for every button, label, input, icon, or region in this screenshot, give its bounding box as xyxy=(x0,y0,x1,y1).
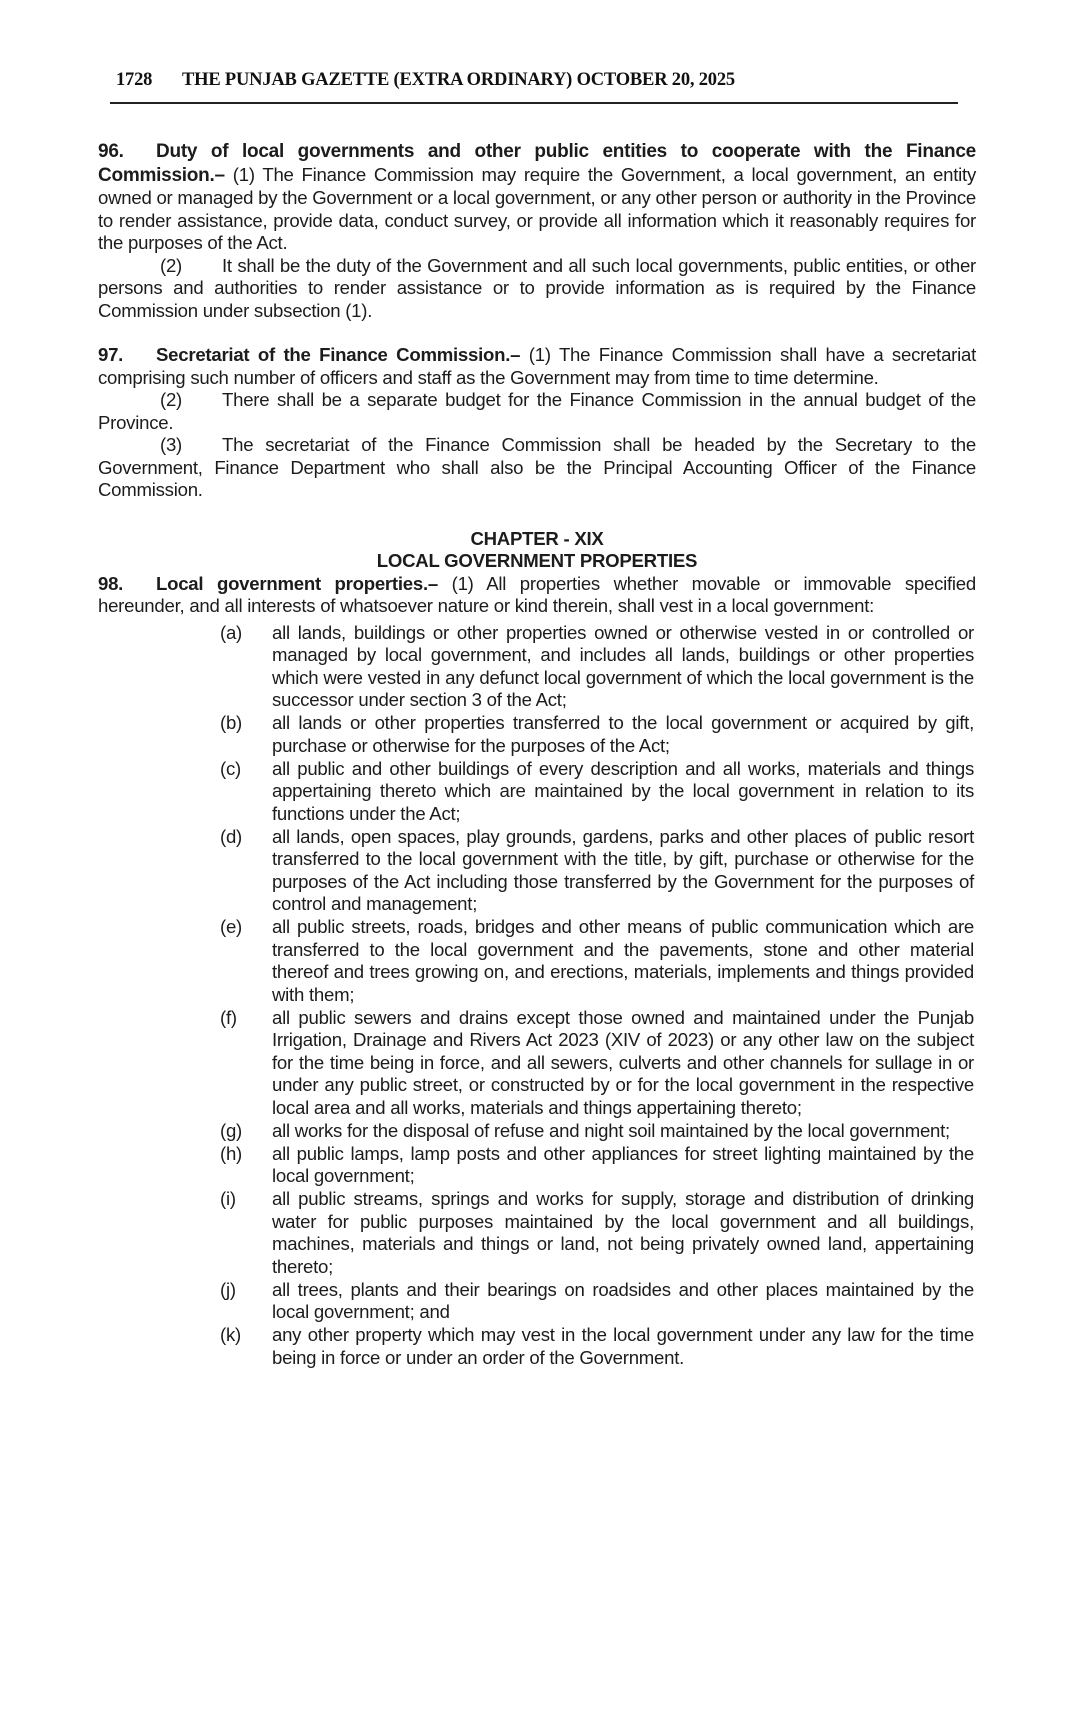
section-title: Secretariat of the Finance Commission.– xyxy=(156,344,521,365)
clause-label: (c) xyxy=(220,757,241,779)
subsection-number: (2) xyxy=(160,254,182,276)
chapter-heading xyxy=(98,528,976,573)
header-rule xyxy=(110,102,958,104)
clause-label: (h) xyxy=(220,1142,242,1164)
clause-text: any other property which may vest in the local government under any law for the time being in force or under an order of the Government. xyxy=(272,1324,974,1368)
clause-item xyxy=(98,1324,976,1369)
section-number: 97. xyxy=(98,344,124,365)
clause-label: (a) xyxy=(220,621,242,643)
subsection-text: (1) The Finance Commission shall have a secretariat comprising such number of officers and staff as the Government may from time to time determine. xyxy=(98,344,976,388)
chapter-title: LOCAL GOVERNMENT PROPERTIES xyxy=(376,550,698,571)
clause-item xyxy=(98,712,976,757)
subsection-text: There shall be a separate budget for the Finance Commission in the annual budget of the Province. xyxy=(98,389,976,433)
clause-item xyxy=(98,1188,976,1278)
clause-label: (d) xyxy=(220,825,242,847)
page-number: 1728 xyxy=(116,70,153,90)
subsection-text: (1) All properties whether movable or immovable specified hereunder, and all interests of whatsoever nature or kind therein, shall vest in a local government: xyxy=(98,572,976,616)
subsection-text: It shall be the duty of the Government and all such local governments, public entities, or other persons and authorities to render assistance or to provide information as is required by the Finance Commission under subsection (1). xyxy=(98,254,976,321)
clause-item xyxy=(98,622,976,712)
clause-item xyxy=(98,826,976,916)
clause-item xyxy=(98,1279,976,1324)
clause-text: all public streets, roads, bridges and other means of public communication which are transferred to the local government and the pavements, stone and other material thereof and trees growing on, and erections, materials, implements and things provided with them; xyxy=(272,916,974,1005)
gazette-title: THE PUNJAB GAZETTE (EXTRA ORDINARY) OCTOBER 20, 2025 xyxy=(182,70,735,90)
clause-text: all public lamps, lamp posts and other appliances for street lighting maintained by the local government; xyxy=(272,1142,974,1186)
clause-text: all public sewers and drains except those owned and maintained under the Punjab Irrigation, Drainage and Rivers Act 2023 (XIV of 2023) or any other law on the subject for the time being in force, and all sewers, culverts and other channels for sullage in or under any public street, or constructed by or for the local government in the respective local area and all works, materials and things appertaining thereto; xyxy=(272,1006,974,1118)
section-97-para-2 xyxy=(98,389,976,434)
section-title: Duty of local governments and other public entities to cooperate with the Finance Commission.– xyxy=(98,141,976,186)
clause-item xyxy=(98,916,976,1006)
clause-label: (g) xyxy=(220,1119,242,1141)
section-title: Local government properties.– xyxy=(156,572,438,594)
clause-label: (b) xyxy=(220,712,242,733)
section-number: 98. xyxy=(98,572,124,594)
clause-label: (i) xyxy=(220,1188,236,1209)
section-98 xyxy=(98,573,976,1370)
page-header xyxy=(116,70,954,91)
clause-list xyxy=(98,622,976,1370)
document-body xyxy=(98,140,976,1370)
chapter-number: CHAPTER - XIX xyxy=(470,527,604,549)
section-number: 96. xyxy=(98,141,124,162)
clause-label: (j) xyxy=(220,1278,236,1300)
clause-text: all lands, open spaces, play grounds, gardens, parks and other places of public resort transferred to the local government with the title, by gift, purchase or otherwise for the purposes of the Act including those transferred by the Government for the purposes of control and management; xyxy=(272,825,974,914)
clause-text: all trees, plants and their bearings on roadsides and other places maintained by the local government; and xyxy=(272,1278,974,1322)
section-97-para-3 xyxy=(98,434,976,502)
section-96-para-2 xyxy=(98,255,976,323)
clause-text: all lands, buildings or other properties owned or otherwise vested in or controlled or managed by local government, and includes all lands, buildings or other properties which were vested in any defunct local government of which the local government is the successor under section 3 of the Act; xyxy=(272,621,974,710)
clause-text: all public streams, springs and works for supply, storage and distribution of drinking water for public purposes maintained by the local government and all buildings, machines, materials and things or land, not being privately owned land, appertaining thereto; xyxy=(272,1188,974,1277)
clause-item xyxy=(98,758,976,826)
subsection-text: The secretariat of the Finance Commission shall be headed by the Secretary to the Government, Finance Department who shall also be the Principal Accounting Officer of the Finance Commission. xyxy=(98,434,976,500)
clause-text: all lands or other properties transferred to the local government or acquired by gift, purchase or otherwise for the purposes of the Act; xyxy=(272,712,974,756)
section-96 xyxy=(98,140,976,322)
clause-item xyxy=(98,1007,976,1120)
clause-label: (f) xyxy=(220,1006,237,1028)
clause-text: all works for the disposal of refuse and night soil maintained by the local government; xyxy=(272,1119,950,1141)
clause-label: (k) xyxy=(220,1324,241,1345)
subsection-text: (1) The Finance Commission may require the Government, a local government, an entity owned or managed by the Government or a local government, or any other person or authority in the Province to render assistance, provide data, conduct survey, or provide all information which it reasonably requires for the purposes of the Act. xyxy=(98,163,976,253)
section-97-para-1 xyxy=(98,344,976,389)
section-96-para-1 xyxy=(98,140,976,255)
clause-item xyxy=(98,1120,976,1143)
subsection-number: (2) xyxy=(160,389,182,410)
clause-label: (e) xyxy=(220,916,242,937)
clause-text: all public and other buildings of every description and all works, materials and things appertaining thereto which are maintained by the local government in relation to its functions under the Act; xyxy=(272,757,974,824)
clause-item xyxy=(98,1143,976,1188)
section-97 xyxy=(98,344,976,502)
section-98-para-1 xyxy=(98,573,976,618)
subsection-number: (3) xyxy=(160,434,182,455)
